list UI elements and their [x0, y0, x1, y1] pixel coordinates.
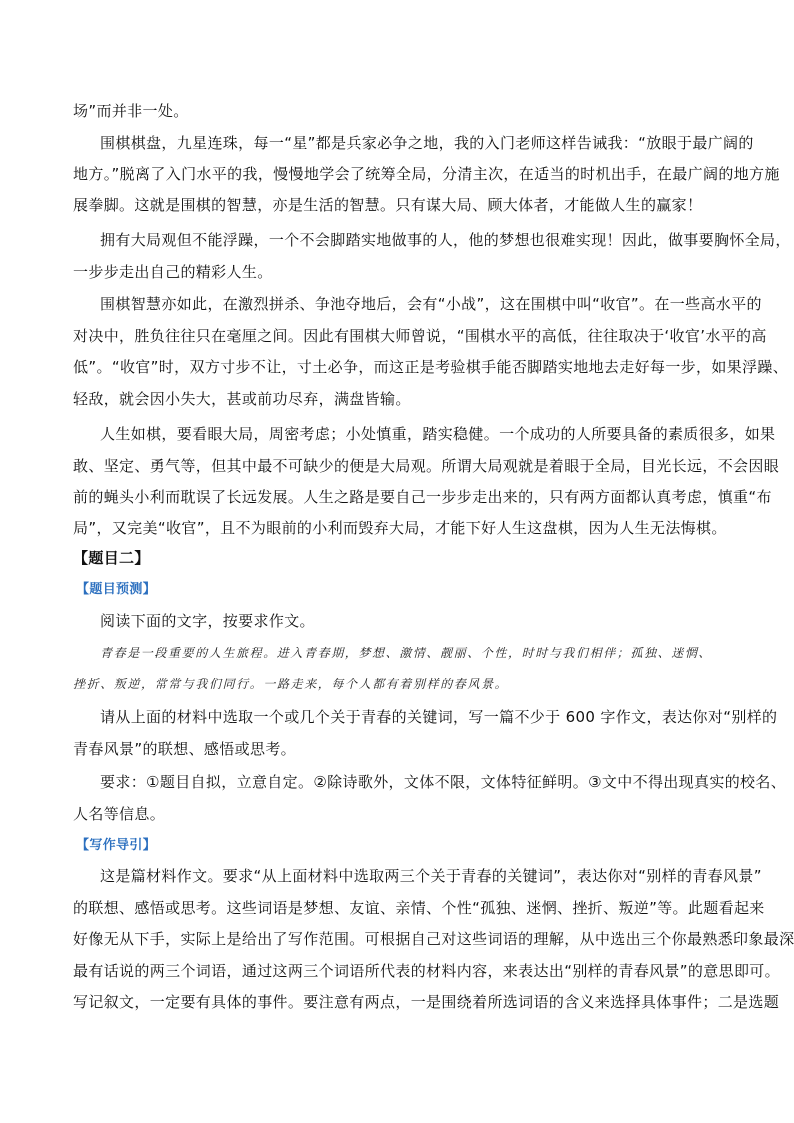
- essay-line: 展拳脚。这就是围棋的智慧，亦是生活的智慧。只有谋大局、顾大体者，才能做人生的赢家！: [73, 196, 703, 214]
- essay-line: 地方。”脱离了入门水平的我，慢慢地学会了统筹全局，分清主次，在适当的时机出手，在最广阔的地方施: [73, 165, 780, 183]
- essay-line: 一步步走出自己的精彩人生。: [73, 263, 273, 281]
- task-line: 请从上面的材料中选取一个或几个关于青春的关键词，写一篇不少于 600 字作文，表达你对“别样的: [100, 708, 778, 726]
- requirement-line: 人名等信息。: [73, 805, 166, 823]
- quote-line: 挫折、叛逆，常常与我们同行。一路走来，每个人都有着别样的春风景。: [73, 677, 509, 691]
- essay-line: 轻敌，就会因小失大，甚或前功尽弃，满盘皆输。: [73, 390, 411, 408]
- essay-line: 敢、坚定、勇气等，但其中最不可缺少的便是大局观。所谓大局观就是着眼于全局，目光长远，不会因眼: [73, 457, 780, 475]
- essay-line: 局”，又完美“收官”，且不为眼前的小利而毁弃大局，才能下好人生这盘棋，因为人生无法悔棋。: [73, 519, 727, 537]
- guide-line: 写记叙文，一定要有具体的事件。要注意有两点，一是围绕着所选词语的含义来选择具体事件；二是选题: [73, 993, 780, 1011]
- guide-line: 最有话说的两三个词语，通过这两三个词语所代表的材料内容，来表达出“别样的青春风景”的意思即可。: [73, 962, 780, 980]
- essay-line: 对决中，胜负往往只在毫厘之间。因此有围棋大师曾说，“围棋水平的高低，往往取决于‘收官’水平的高: [73, 327, 767, 345]
- guide-line: 这是篇材料作文。要求“从上面材料中选取两三个关于青春的关键词”，表达你对“别样的青春风景”: [100, 867, 762, 885]
- section-title: 【题目二】: [73, 549, 150, 567]
- quote-line: 青春是一段重要的人生旅程。进入青春期，梦想、激情、靓丽、个性，时时与我们相伴；孤独、迷惘、: [100, 646, 713, 660]
- essay-line: 前的蝇头小利而耽误了长远发展。人生之路是要自己一步步走出来的，只有两方面都认真考虑，慎重“布: [73, 488, 772, 506]
- task-line: 青春风景”的联想、感悟或思考。: [73, 740, 297, 758]
- guide-line: 的联想、感悟或思考。这些词语是梦想、友谊、亲情、个性“孤独、迷惘、挫折、叛逆”等。此题看起来: [73, 899, 765, 917]
- essay-line: 围棋智慧亦如此，在激烈拼杀、争池夺地后，会有“小战”，这在围棋中叫“收官”。在一些高水平的: [100, 295, 762, 313]
- tag-guide: 【写作导引】: [76, 838, 157, 853]
- essay-line: 围棋棋盘，九星连珠，每一“星”都是兵家必争之地，我的入门老师这样告诫我：“放眼于最广阔的: [100, 134, 754, 152]
- instruction-text: 阅读下面的文字，按要求作文。: [100, 612, 315, 630]
- essay-line: 人生如棋，要看眼大局，周密考虑；小处慎重，踏实稳健。一个成功的人所要具备的素质很多，如果: [100, 425, 776, 443]
- essay-line: 拥有大局观但不能浮躁，一个不会脚踏实地做事的人，他的梦想也很难实现！因此，做事要胸怀全局，: [100, 231, 791, 249]
- essay-line: 低”。“收官”时，双方寸步不让，寸土必争，而这正是考验棋手能否脚踏实地地去走好每一步，如果浮躁、: [73, 358, 789, 376]
- tag-predict: 【题目预测】: [76, 582, 157, 597]
- essay-line: 场”而并非一处。: [73, 102, 189, 120]
- requirement-line: 要求：①题目自拟，立意自定。②除诗歌外，文体不限，文体特征鲜明。③文中不得出现真实的校名、: [100, 773, 787, 791]
- guide-line: 好像无从下手，实际上是给出了写作范围。可根据自己对这些词语的理解，从中选出三个你最熟悉印象最深: [73, 930, 794, 948]
